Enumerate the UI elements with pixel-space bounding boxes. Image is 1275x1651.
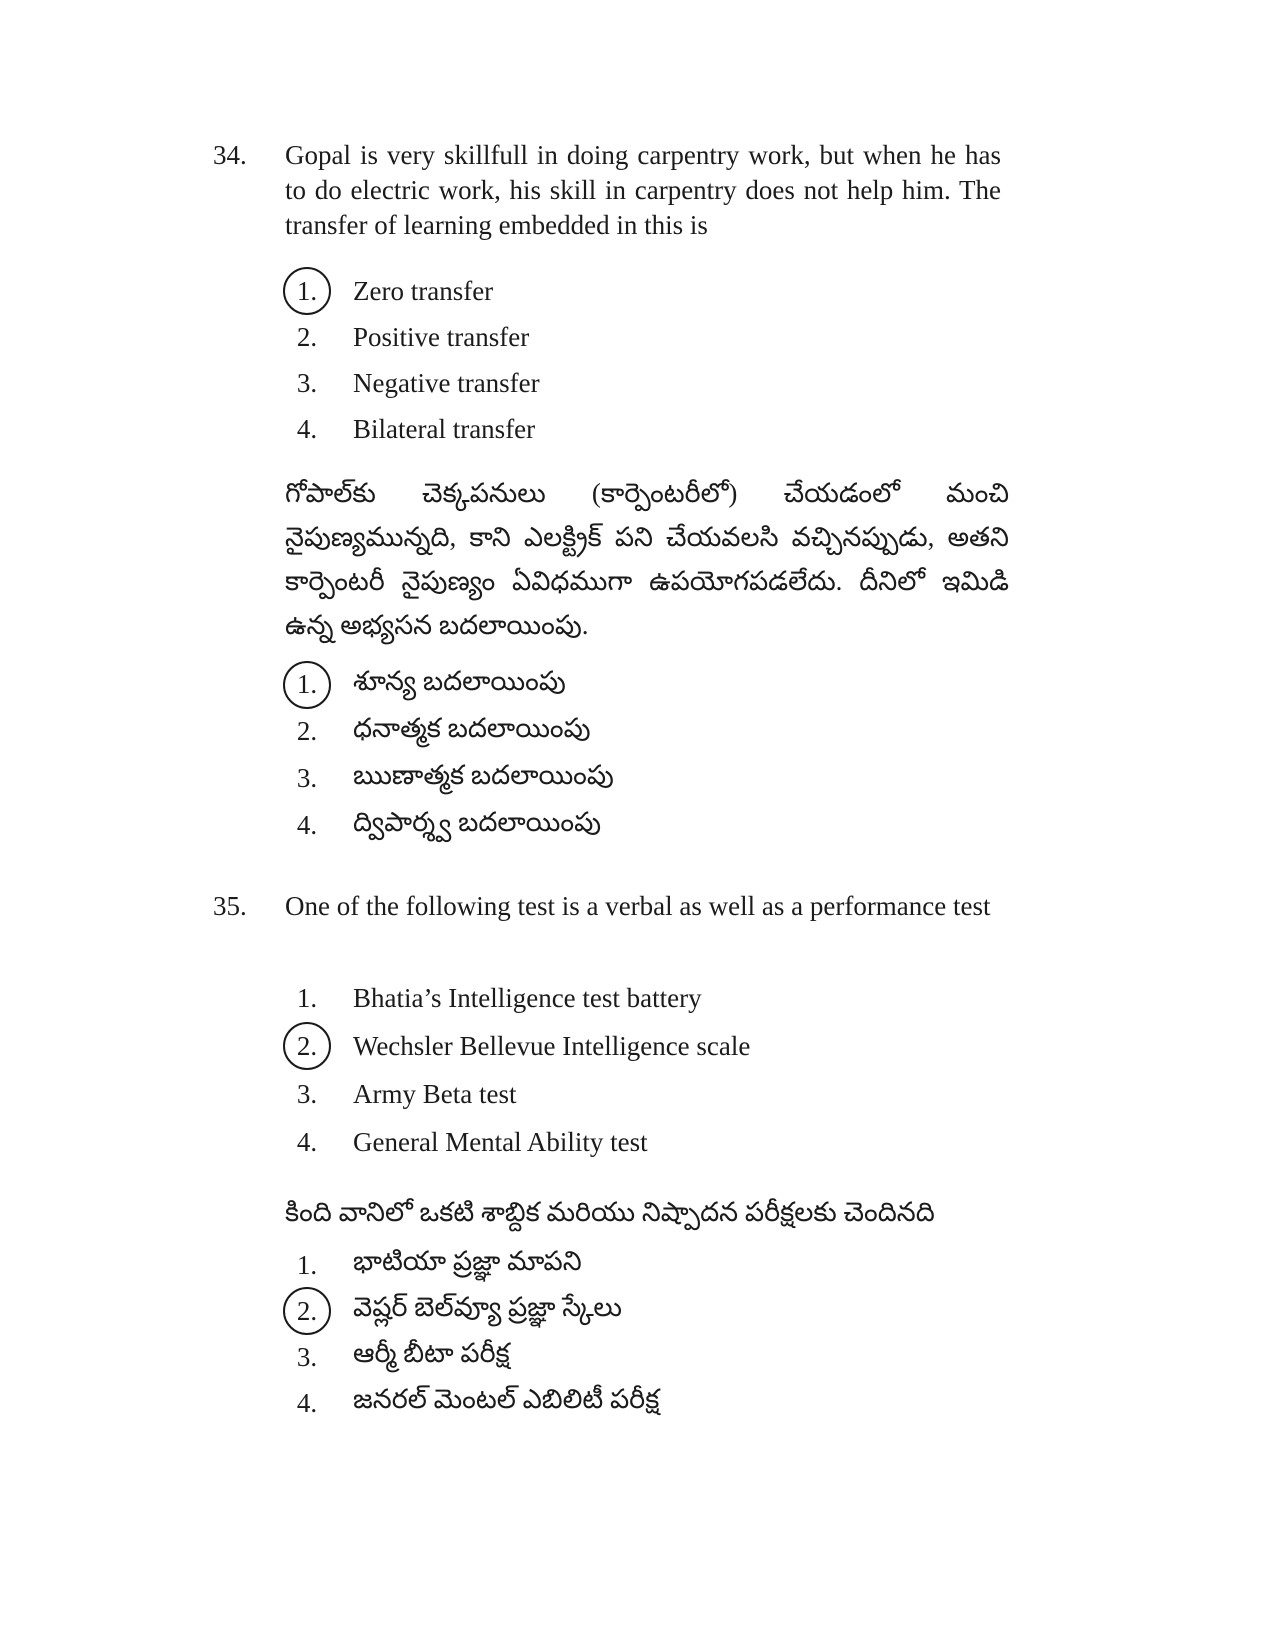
option-number-circle: 1.: [283, 267, 331, 315]
option-label: Zero transfer: [353, 275, 494, 306]
option-row: [283, 974, 1275, 1022]
option-label: Positive transfer: [353, 321, 530, 352]
option-number: 2.: [296, 321, 318, 352]
option-row: [283, 268, 1275, 314]
option-number: 2.: [296, 716, 318, 746]
option-number: 4.: [296, 1387, 318, 1418]
option-number: 3.: [296, 763, 318, 793]
option-label: Bhatia’s Intelligence test battery: [353, 982, 702, 1013]
option-number: 3.: [296, 1341, 318, 1372]
question-35-options-english: [0, 974, 1275, 1166]
option-label: Bilateral transfer: [353, 413, 536, 444]
question-35: [0, 889, 1275, 1426]
question-34-options-telugu: [0, 661, 1275, 849]
option-label: Negative transfer: [353, 367, 540, 398]
option-number: 4.: [296, 413, 318, 444]
question-35-text-english: One of the following test is a verbal as well as a performance test: [285, 891, 991, 921]
option-label: Army Beta test: [353, 1078, 517, 1109]
question-35-header: [0, 889, 1275, 924]
question-34-text-telugu: గోపాల్‌కు చెక్కపనులు (కార్పెంటరీలో) చేయడంలో మంచి నైపుణ్యమున్నది, కాని ఎలక్ట్రిక్ పని చేయవలసి వచ్చినప్పుడు, అతని కార్పెంటరీ నైపుణ్యం ఏవిధముగా ఉపయోగపడలేదు. దీనిలో ఇమిడి ఉన్న అభ్యసన బదలాయింపు.: [285, 478, 1009, 640]
option-row: [283, 755, 1275, 802]
option-row: [283, 360, 1275, 406]
option-row: [283, 1334, 1275, 1380]
option-number: 3.: [296, 367, 318, 398]
option-label: ద్విపార్శ్వ బదలాయింపు: [353, 806, 602, 837]
question-35-text-telugu: కింది వానిలో ఒకటి శాబ్దిక మరియు నిష్పాదన పరీక్షలకు చెందినది: [285, 1197, 935, 1227]
option-number-circle: 1.: [283, 661, 331, 709]
question-34-number: 34.: [213, 140, 247, 170]
option-label: శూన్య బదలాయింపు: [353, 665, 566, 696]
option-label: Wechsler Bellevue Intelligence scale: [353, 1030, 751, 1061]
question-34-text-english: Gopal is very skillfull in doing carpentry work, but when he has to do electric work, his skill in carpentry does not help him. The transfer of learning embedded in this is: [285, 140, 1001, 240]
option-number-circle: 2.: [283, 1022, 331, 1070]
option-number-circle: 2.: [283, 1287, 331, 1335]
option-row: [283, 802, 1275, 849]
option-row: [283, 314, 1275, 360]
option-label: భాటియా ప్రజ్ఞా మాపని: [353, 1246, 582, 1276]
option-number: 1.: [296, 982, 318, 1013]
option-row: [283, 1118, 1275, 1166]
option-label: జనరల్ మెంటల్ ఎబిలిటీ పరీక్ష: [353, 1384, 660, 1414]
question-34: [0, 138, 1275, 849]
option-label: వెష్లర్ బెల్‌వ్యూ ప్రజ్ఞా స్కేలు: [353, 1292, 622, 1322]
option-row: [283, 406, 1275, 452]
option-row: [283, 1070, 1275, 1118]
option-row: [283, 661, 1275, 708]
option-row: [283, 1022, 1275, 1070]
question-34-options-english: [0, 268, 1275, 452]
option-label: ఆర్మీ బీటా పరీక్ష: [353, 1338, 510, 1368]
option-row: [283, 708, 1275, 755]
option-label: General Mental Ability test: [353, 1126, 648, 1157]
option-row: [283, 1380, 1275, 1426]
option-row: [283, 1242, 1275, 1288]
option-row: [283, 1288, 1275, 1334]
option-number: 3.: [296, 1078, 318, 1109]
option-number: 4.: [296, 810, 318, 840]
option-number: 4.: [296, 1126, 318, 1157]
option-number: 1.: [296, 1249, 318, 1280]
question-34-header: [0, 138, 1275, 243]
option-label: ధనాత్మక బదలాయింపు: [353, 712, 591, 743]
option-label: ఋణాత్మక బదలాయింపు: [353, 759, 614, 790]
question-35-options-telugu: [0, 1242, 1275, 1426]
question-35-number: 35.: [213, 891, 247, 921]
